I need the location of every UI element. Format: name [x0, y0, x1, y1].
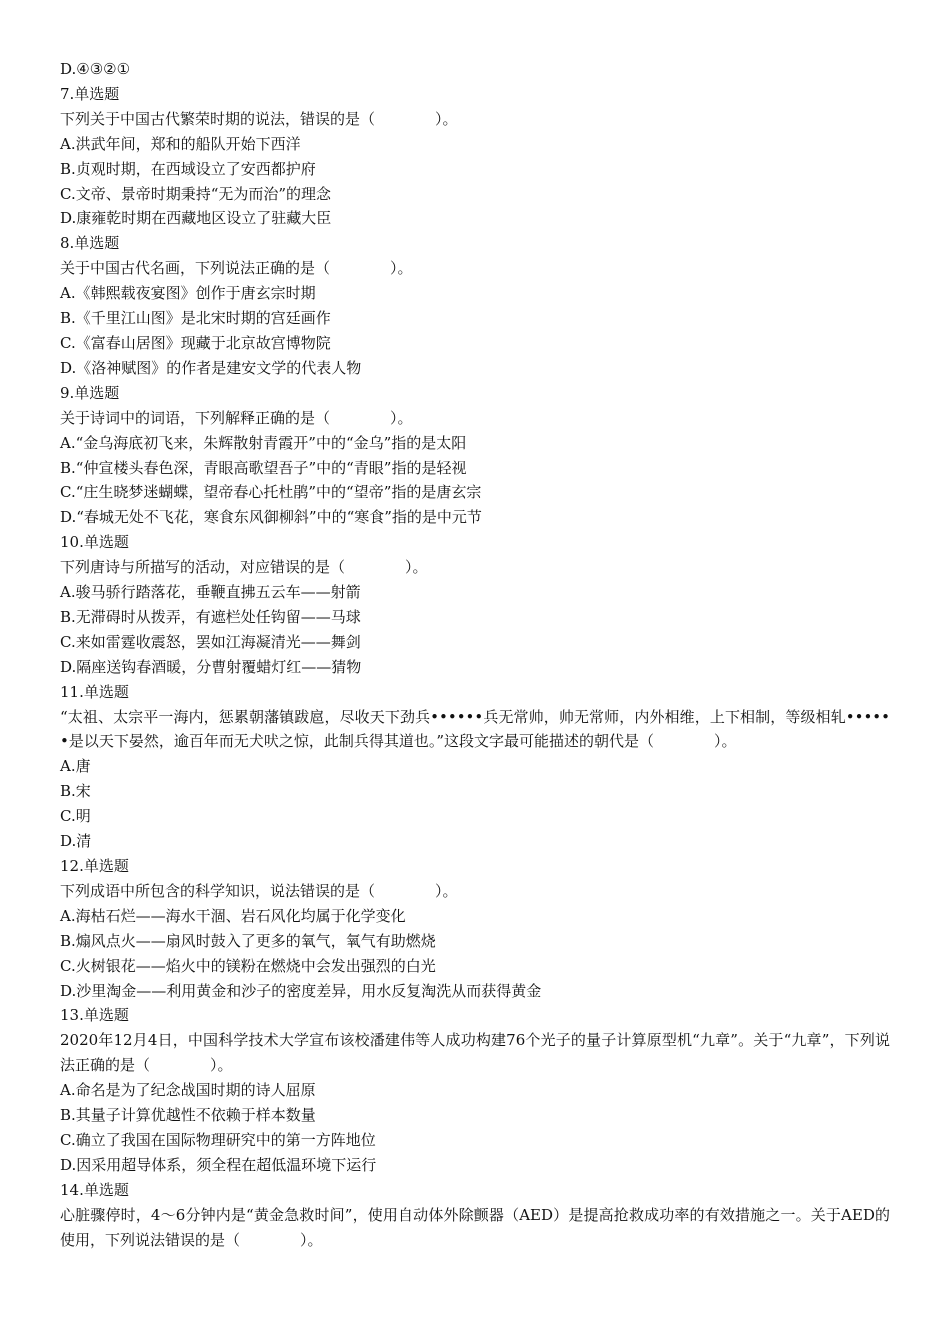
question-block — [60, 82, 890, 231]
answer-option: D.清 — [60, 832, 92, 851]
answer-option: D.“春城无处不飞花，寒食东风御柳斜”中的“寒食”指的是中元节 — [60, 508, 482, 527]
question-stem: 下列唐诗与所描写的活动，对应错误的是（ ）。 — [60, 558, 428, 577]
question-header: 13.单选题 — [60, 1006, 129, 1025]
question-header: 14.单选题 — [60, 1180, 129, 1199]
answer-option: A.“金乌海底初飞来，朱辉散射青霞开”中的“金乌”指的是太阳 — [60, 433, 467, 452]
question-stem: 关于诗词中的词语，下列解释正确的是（ ）。 — [60, 408, 413, 427]
answer-option: C.火树银花——焰火中的镁粉在燃烧中会发出强烈的白光 — [60, 956, 436, 975]
question-stem: 2020年12月4日，中国科学技术大学宣布该校潘建伟等人成功构建76个光子的量子计算原型机“九章”。关于“九章”，下列说法正确的是（ ）。 — [60, 1031, 890, 1075]
question-stem: “太祖、太宗平一海内，惩累朝藩镇跋扈，尽收天下劲兵••••••兵无常帅，帅无常师，内外相维，上下相制，等级相轧••••••是以天下晏然，逾百年而无犬吠之惊，此制兵得其道也。”这段文字最可能描述的朝代是（ ）。 — [60, 707, 890, 751]
answer-option: B.“仲宣楼头春色深，青眼高歌望吾子”中的“青眼”指的是轻视 — [60, 458, 467, 477]
lead-option: D.④③②① — [60, 60, 131, 78]
answer-option: D.康雍乾时期在西藏地区设立了驻藏大臣 — [60, 209, 332, 228]
answer-option: C.确立了我国在国际物理研究中的第一方阵地位 — [60, 1130, 376, 1149]
question-header: 11.单选题 — [60, 682, 129, 701]
answer-option: C.来如雷霆收震怒，罢如江海凝清光——舞剑 — [60, 632, 361, 651]
answer-option: A.洪武年间，郑和的船队开始下西洋 — [60, 134, 301, 153]
answer-option: B.无滞碍时从拨弄，有遮栏处任钩留——马球 — [60, 607, 361, 626]
question-block — [60, 1178, 890, 1253]
question-stem: 下列关于中国古代繁荣时期的说法，错误的是（ ）。 — [60, 109, 458, 128]
answer-option: B.贞观时期，在西域设立了安西都护府 — [60, 159, 316, 178]
question-block — [60, 680, 890, 854]
question-header: 8.单选题 — [60, 234, 120, 253]
answer-option: A.唐 — [60, 757, 91, 776]
question-list — [60, 82, 890, 1253]
question-header: 10.单选题 — [60, 533, 129, 552]
answer-option: D.隔座送钩春酒暖，分曹射覆蜡灯红——猜物 — [60, 657, 362, 676]
answer-option: A.骏马骄行踏落花，垂鞭直拂五云车——射箭 — [60, 583, 361, 602]
answer-option: B.宋 — [60, 782, 91, 801]
answer-option: A.海枯石烂——海水干涸、岩石风化均属于化学变化 — [60, 906, 406, 925]
question-stem: 关于中国古代名画，下列说法正确的是（ ）。 — [60, 259, 413, 278]
exam-page — [60, 57, 890, 1253]
question-block — [60, 1003, 890, 1177]
answer-option: C.文帝、景帝时期秉持“无为而治”的理念 — [60, 184, 332, 203]
question-block — [60, 381, 890, 530]
question-header: 9.单选题 — [60, 383, 120, 402]
answer-option: A.《韩熙载夜宴图》创作于唐玄宗时期 — [60, 284, 316, 303]
answer-option: B.煽风点火——扇风时鼓入了更多的氧气，氧气有助燃烧 — [60, 931, 436, 950]
question-header: 7.单选题 — [60, 84, 120, 103]
answer-option: D.《洛神赋图》的作者是建安文学的代表人物 — [60, 358, 362, 377]
answer-option: B.《千里江山图》是北宋时期的宫廷画作 — [60, 309, 331, 328]
answer-option: D.因采用超导体系，须全程在超低温环境下运行 — [60, 1155, 377, 1174]
question-stem: 下列成语中所包含的科学知识，说法错误的是（ ）。 — [60, 881, 458, 900]
answer-option: C.明 — [60, 807, 91, 826]
question-block — [60, 231, 890, 380]
answer-option: A.命名是为了纪念战国时期的诗人屈原 — [60, 1081, 316, 1100]
question-block — [60, 854, 890, 1003]
question-block — [60, 530, 890, 679]
answer-option: D.沙里淘金——利用黄金和沙子的密度差异，用水反复淘洗从而获得黄金 — [60, 981, 542, 1000]
answer-option: B.其量子计算优越性不依赖于样本数量 — [60, 1106, 316, 1125]
answer-option: C.《富春山居图》现藏于北京故宫博物院 — [60, 333, 331, 352]
question-stem: 心脏骤停时，4～6分钟内是“黄金急救时间”，使用自动体外除颤器（AED）是提高抢救成功率的有效措施之一。关于AED的使用，下列说法错误的是（ ）。 — [60, 1205, 890, 1249]
answer-option: C.“庄生晓梦迷蝴蝶，望帝春心托杜鹃”中的“望帝”指的是唐玄宗 — [60, 483, 482, 502]
question-header: 12.单选题 — [60, 857, 129, 875]
